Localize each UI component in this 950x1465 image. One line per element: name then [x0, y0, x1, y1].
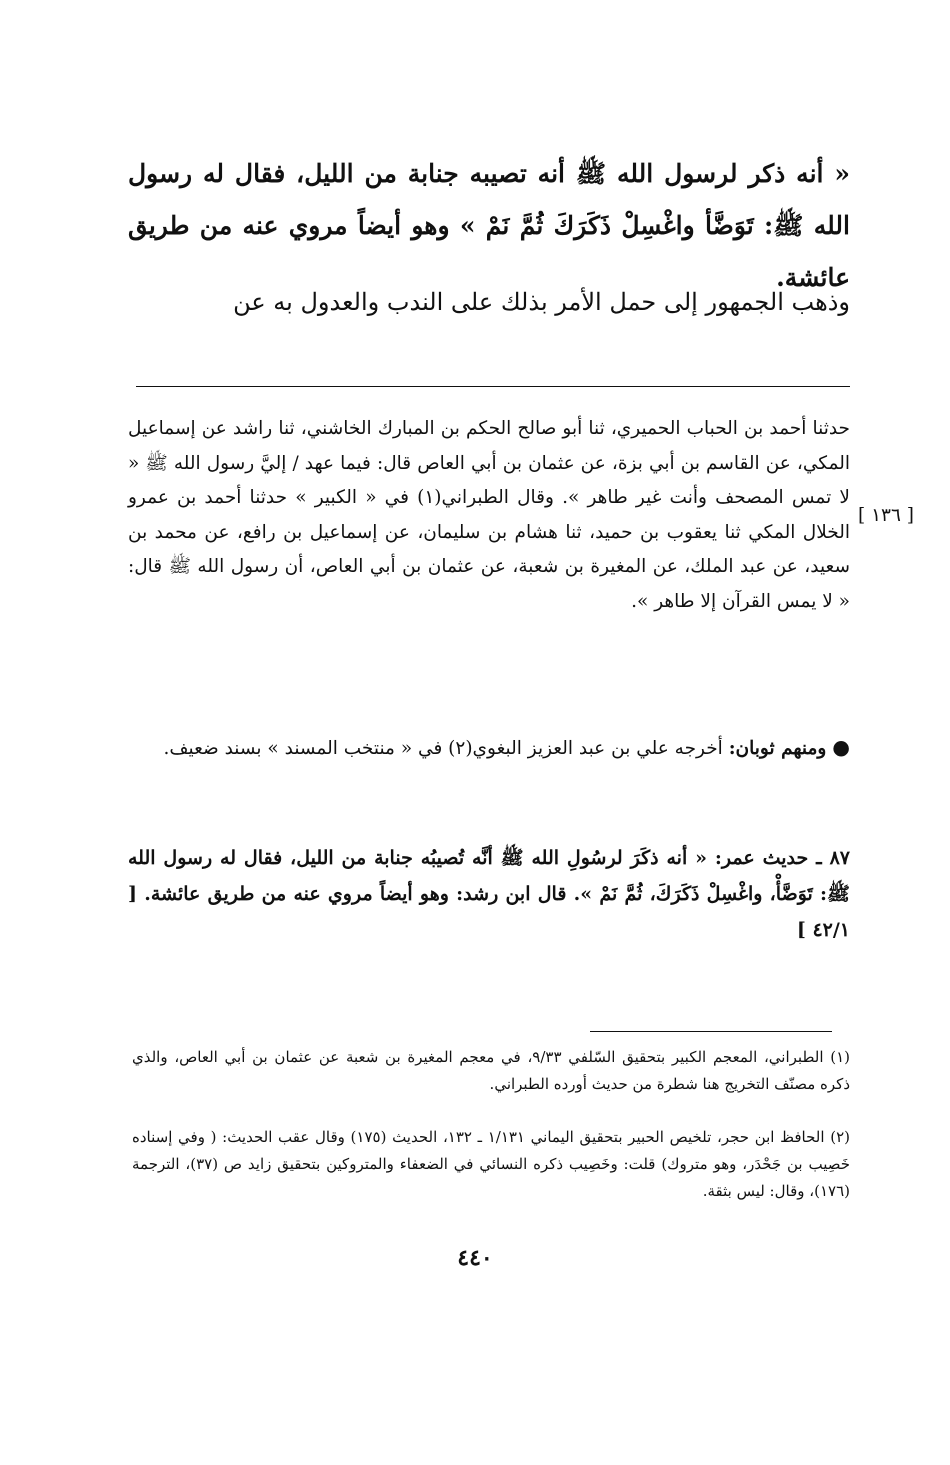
- narrator-lead: ومنهم ثوبان:: [728, 738, 827, 759]
- hadith-87-text: ٨٧ ـ حديث عمر: « أنه ذكَرَ لرسُولِ الله ﷺ أنَّه تُصيبُه جنابة من الليل، فقال له رسول الله ﷺ: تَوَضَّأْ، واغْسِلْ ذَكَرَكَ، ثُمَّ نَمْ ».: [128, 847, 850, 905]
- takhrij-paragraph-1: حدثنا أحمد بن الحباب الحميري، ثنا أبو صالح الحكم بن المبارك الخاشني، ثنا راشد عن إسماعيل المكي، عن القاسم بن أبي بزة، عن عثمان بن أبي العاص قال: فيما عهد / إليَّ رسول الله ﷺ « لا تمس المصحف وأنت غير طاهر ». وقال الطبراني(١) في « الكبير » حدثنا أحمد بن عمرو الخلال المكي ثنا يعقوب بن حميد، ثنا هشام بن سليمان، عن إسماعيل بن رافع، عن محمد بن سعيد، عن عبد الملك، عن المغيرة بن شعبة، عن عثمان بن أبي العاص، أن رسول الله ﷺ قال: « لا يمس القرآن إلا طاهر ».: [128, 418, 850, 612]
- section-divider: [136, 386, 850, 387]
- marginal-page-number: [ ١٣٦ ]: [858, 505, 915, 526]
- page-number: ٤٤٠: [457, 1245, 493, 1271]
- footnote-1: (١) الطبراني، المعجم الكبير بتحقيق السّلفي ٩/٣٣، في معجم المغيرة بن شعبة عن عثمان بن أبي العاص، والذي ذكره مصنّف التخريج هنا شطرة من حديث أورده الطبراني.: [132, 1048, 850, 1093]
- footnote-divider: [590, 1031, 832, 1032]
- main-text-paragraph-2: وذهب الجمهور إلى حمل الأمر بذلك على الندب والعدول به عن: [233, 288, 850, 316]
- hadith-87-commentary: قال ابن رشد: وهو أيضاً مروي عنه من طريق عائشة. [ ٤٢/١ ]: [128, 883, 850, 941]
- narrator-text: أخرجه علي بن عبد العزيز البغوي(٢) في « منتخب المسند » بسند ضعيف.: [163, 738, 723, 759]
- hadith-87-paragraph: [128, 840, 850, 948]
- bullet-icon: ●: [832, 735, 850, 759]
- main-text-paragraph-1: « أنه ذكر لرسول الله ﷺ أنه تصيبه جنابة من الليل، فقال له رسول الله ﷺ: تَوَضَّأ واغْسِلْ ذَكَرَكَ ثُمَّ نَمْ » وهو أيضاً مروي عنه من طريق عائشة.: [128, 159, 850, 292]
- takhrij-paragraph-2: [128, 730, 850, 767]
- footnote-2: (٢) الحافظ ابن حجر، تلخيص الحبير بتحقيق اليماني ١/١٣١ ـ ١٣٢، الحديث (١٧٥) وقال عقب الحديث: ( وفي إسناده خَصِيب بن جَحْدَر، وهو متروك) قلت: وخَصِيب ذكره النسائي في الضعفاء والمتروكين بتحقيق زايد ص (٣٧)، الترجمة (١٧٦)، وقال: ليس بثقة.: [132, 1128, 850, 1200]
